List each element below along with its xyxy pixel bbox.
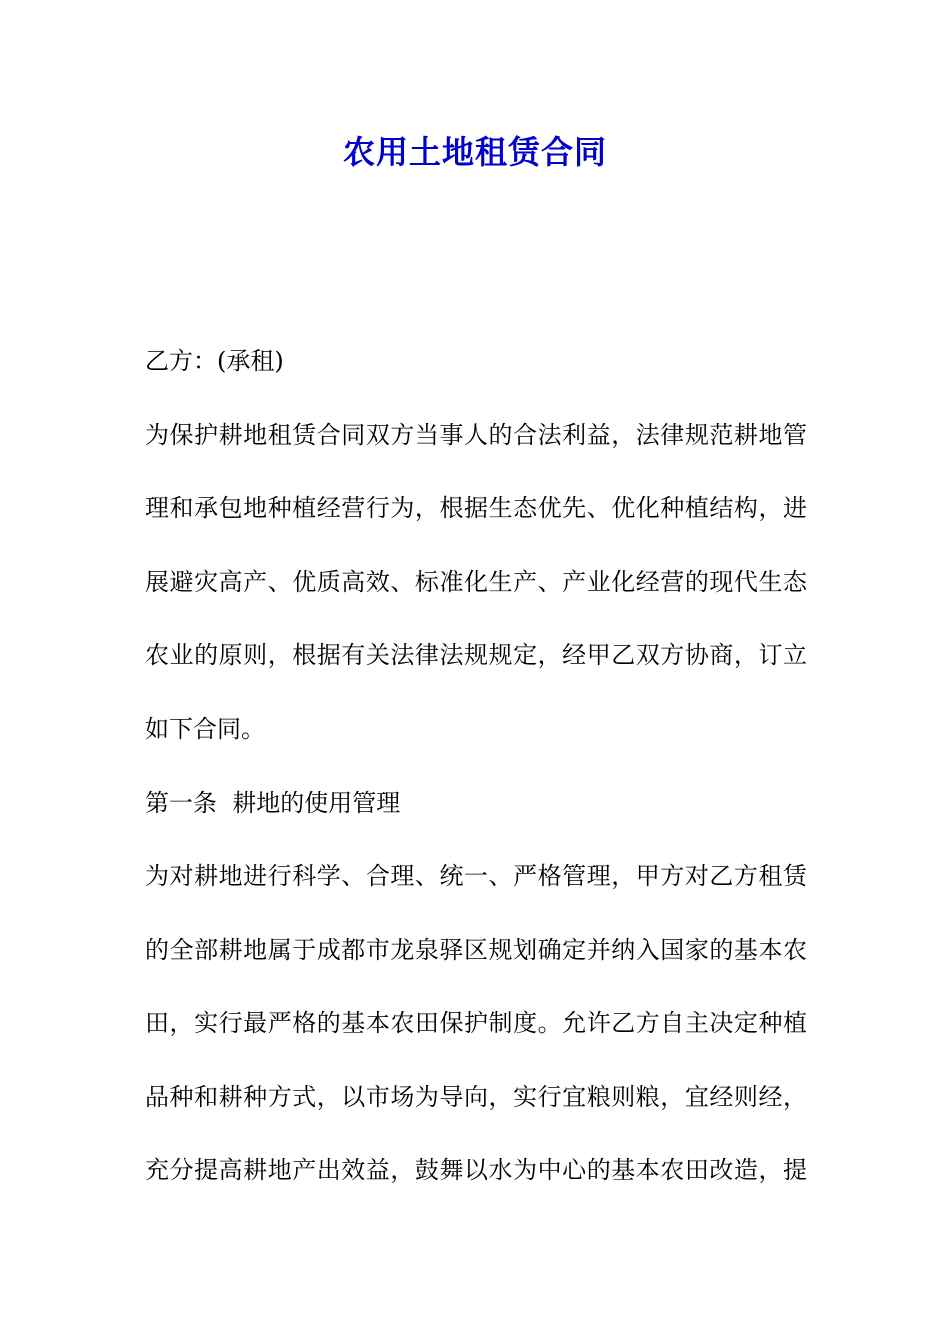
- article-1-line-5: 充分提高耕地产出效益，鼓舞以水为中心的基本农田改造，提: [145, 1156, 807, 1184]
- preamble-line-2: 理和承包地种植经营行为，根据生态优先、优化种植结构，进: [145, 494, 807, 522]
- article-1-line-3: 田，实行最严格的基本农田保护制度。允许乙方自主决定种植: [145, 1009, 807, 1037]
- party-b-line: 乙方：(承租): [145, 347, 284, 375]
- article-1-line-2: 的全部耕地属于成都市龙泉驿区规划确定并纳入国家的基本农: [145, 936, 807, 964]
- article-1-heading: 第一条 耕地的使用管理: [145, 789, 401, 817]
- article-1-line-1: 为对耕地进行科学、合理、统一、严格管理，甲方对乙方租赁: [145, 862, 807, 890]
- preamble-line-1: 为保护耕地租赁合同双方当事人的合法利益，法律规范耕地管: [145, 421, 807, 449]
- preamble-line-3: 展避灾高产、优质高效、标准化生产、产业化经营的现代生态: [145, 568, 807, 596]
- article-1-line-4: 品种和耕种方式，以市场为导向，实行宜粮则粮，宜经则经，: [145, 1083, 807, 1111]
- preamble-line-4: 农业的原则，根据有关法律法规规定，经甲乙双方协商，订立: [145, 641, 807, 669]
- preamble-line-5: 如下合同。: [145, 715, 265, 743]
- document-title: 农用土地租赁合同: [342, 133, 607, 171]
